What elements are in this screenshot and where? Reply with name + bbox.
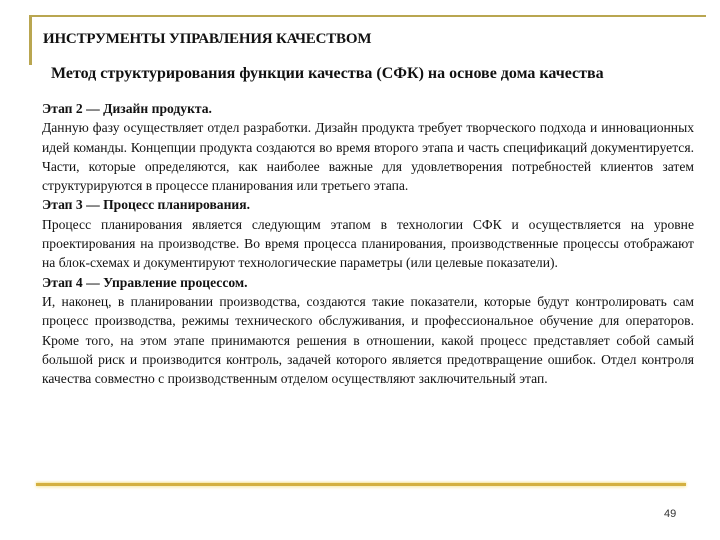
slide-subtitle: Метод структурирования функции качества (СФК) на основе дома качества xyxy=(51,65,604,82)
left-border-line xyxy=(29,15,32,65)
top-border-line xyxy=(30,15,706,17)
stage-3-heading: Этап 3 — Процесс планирования. xyxy=(42,197,251,213)
stage-3-text: Процесс планирования является следующим этапом в технологии СФК и осуществляется на уровне проектирования на производстве. Во время процесса планирования, производственные процессы отображают на блок-схемах и документируют технологические параметры (или целевые показатели). xyxy=(42,216,694,271)
page-number: 49 xyxy=(664,508,677,520)
stage-4-text: И, наконец, в планировании производства, создаются такие показатели, которые будут контролировать сам процесс производства, режимы технического обслуживания, и профессиональное обучение для операторов. Кроме того, на этом этапе принимаются решения в отношении, какой процесс представляет собой самый большой риск и производится контроль, задачей которого является предотвращение ошибок. Отдел контроля качества совместно с производственным отделом осуществляют заключительный этап. xyxy=(42,293,694,387)
slide-title: ИНСТРУМЕНТЫ УПРАВЛЕНИЯ КАЧЕСТВОМ xyxy=(43,31,372,47)
stage-4-heading: Этап 4 — Управление процессом. xyxy=(42,274,248,290)
stage-2-heading: Этап 2 — Дизайн продукта. xyxy=(42,101,212,116)
stage-2-text: Данную фазу осуществляет отдел разработки. Дизайн продукта требует творческого подхода и инновационных идей команды. Концепции продукта создаются во время второго этапа и часть спецификаций документируется. Части, которые определяются, как наиболее важные для удовлетворения потребностей клиентов затем структурируются в процессе планирования или третьего этапа. xyxy=(42,120,694,194)
bottom-divider xyxy=(36,483,686,486)
slide-body xyxy=(42,99,694,388)
